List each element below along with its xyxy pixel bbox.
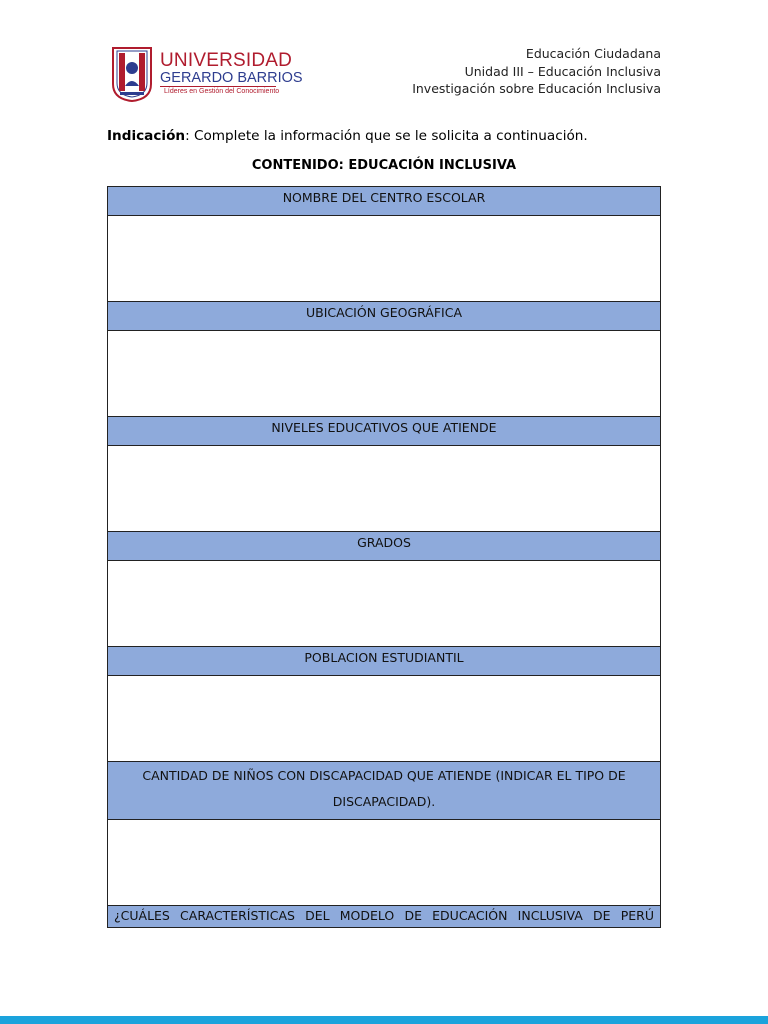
document-header [412, 45, 661, 98]
page-footer-bar [0, 1016, 768, 1024]
answer-field-disability-count[interactable] [108, 820, 660, 906]
logo-line-2: GERARDO BARRIOS [160, 70, 303, 86]
form-table [107, 186, 661, 928]
header-unit: Unidad III – Educación Inclusiva [464, 63, 661, 79]
logo-tagline: Líderes en Gestión del Conocimiento [164, 88, 280, 95]
section-header-peru-model: ¿CUÁLES CARACTERÍSTICAS DEL MODELO DE EDUCACIÓN INCLUSIVA DE PERÚ [108, 906, 660, 927]
content-title: CONTENIDO: EDUCACIÓN INCLUSIVA [251, 158, 517, 173]
header-topic: Investigación sobre Educación Inclusiva [412, 81, 661, 96]
section-header-school-name: NOMBRE DEL CENTRO ESCOLAR [108, 187, 660, 216]
section-header-grades: GRADOS [108, 532, 660, 561]
logo-divider [160, 86, 276, 87]
instruction-label: Indicación [107, 128, 186, 144]
header-course: Educación Ciudadana [525, 46, 661, 61]
instruction-text: : Complete la información que se le solicita a continuación. [185, 128, 588, 144]
instruction-line [107, 128, 588, 144]
answer-field-student-population[interactable] [108, 676, 660, 762]
answer-field-grades[interactable] [108, 561, 660, 647]
logo-line-1: UNIVERSIDAD [160, 50, 293, 71]
section-header-location: UBICACIÓN GEOGRÁFICA [108, 302, 660, 331]
section-header-disability-count: CANTIDAD DE NIÑOS CON DISCAPACIDAD QUE ATIENDE (INDICAR EL TIPO DE DISCAPACIDAD). [108, 762, 660, 820]
answer-field-location[interactable] [108, 331, 660, 417]
section-header-student-population: POBLACION ESTUDIANTIL [108, 647, 660, 676]
university-logo [110, 46, 303, 102]
answer-field-school-name[interactable] [108, 216, 660, 302]
section-header-education-levels: NIVELES EDUCATIVOS QUE ATIENDE [108, 417, 660, 446]
university-emblem-icon [110, 46, 154, 102]
answer-field-education-levels[interactable] [108, 446, 660, 532]
